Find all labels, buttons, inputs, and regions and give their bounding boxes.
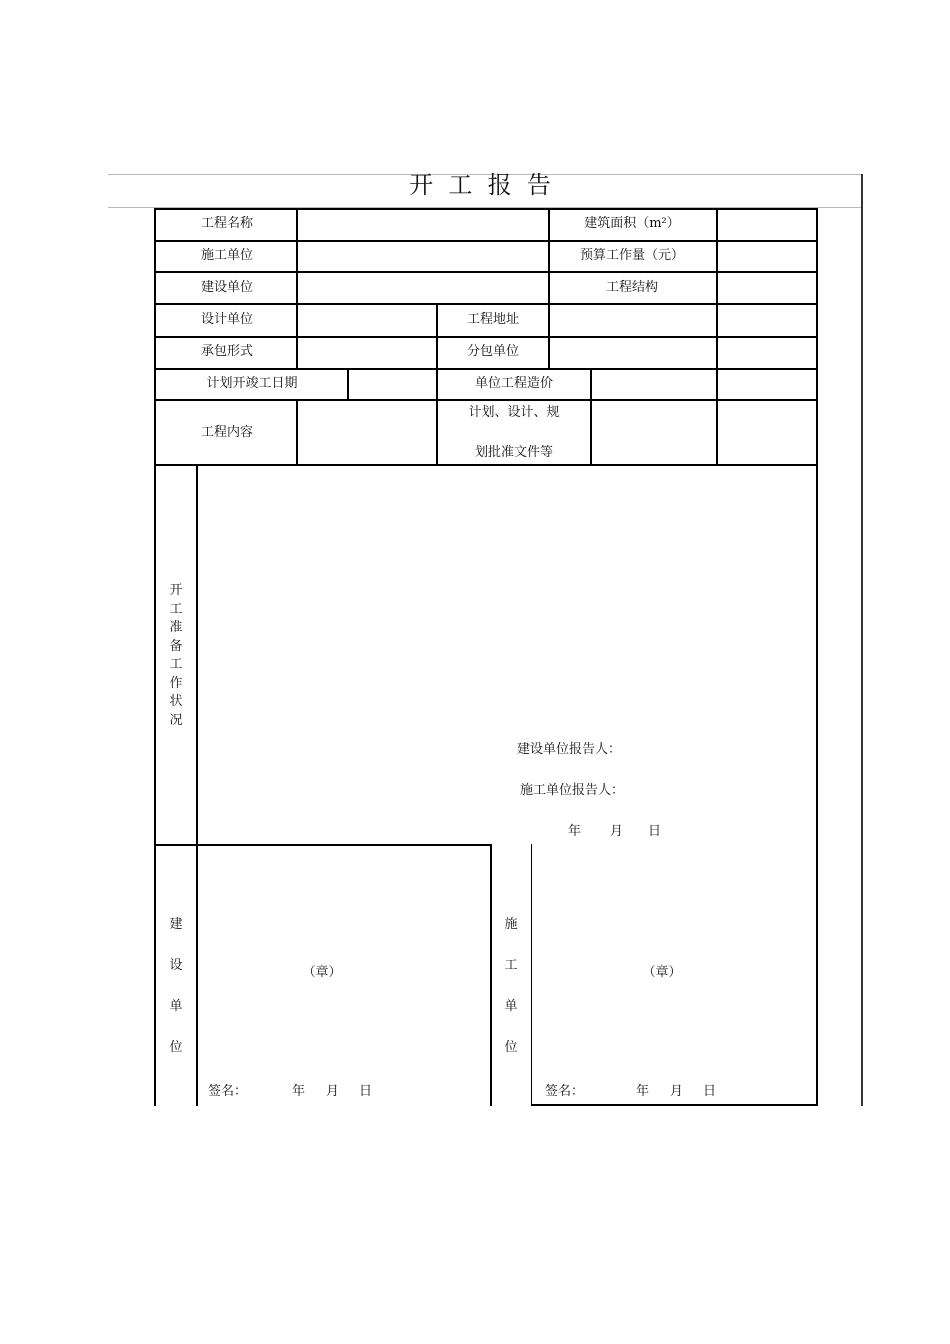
label-site-address: 工程地址: [466, 312, 520, 327]
row-divider-2: [154, 271, 818, 273]
prep-date-year: 年: [568, 824, 582, 839]
contractor-reporter-label: 施工单位报告人：: [520, 783, 625, 798]
owner-sign-month: 月: [326, 1084, 340, 1099]
label-contract-form: 承包形式: [200, 344, 254, 359]
page-title: 开 工 报 告: [409, 171, 551, 199]
owner-sign-label: 签名：: [208, 1084, 248, 1099]
contractor-seal: （章）: [642, 965, 682, 980]
label-project-name: 工程名称: [200, 216, 254, 231]
owner-block-top-border: [154, 844, 492, 846]
col-divider-f: [347, 368, 349, 399]
label-unit-cost: 单位工程造价: [474, 376, 554, 391]
col-divider-a: [296, 208, 298, 368]
owner-block-side-label: 建设单位: [169, 917, 183, 1055]
col-divider-c: [716, 208, 718, 466]
prep-date-month: 月: [610, 824, 624, 839]
label-plan-docs-line1: 计划、设计、规: [468, 405, 560, 420]
row-divider-5: [154, 368, 818, 370]
label-design-unit: 设计单位: [200, 312, 254, 327]
owner-block-right-border: [490, 844, 492, 1106]
contractor-sign-year: 年: [636, 1084, 650, 1099]
owner-sign-day: 日: [359, 1084, 373, 1099]
row-divider-3: [154, 303, 818, 305]
col-divider-i: [296, 399, 298, 466]
page-right-edge: [861, 174, 863, 1106]
col-divider-e: [548, 303, 550, 368]
contractor-sign-label: 签名：: [545, 1084, 585, 1099]
row-divider-1: [154, 240, 818, 242]
label-building-area: 建筑面积（m²）: [584, 216, 680, 231]
owner-seal: （章）: [302, 965, 342, 980]
owner-sign-year: 年: [292, 1084, 306, 1099]
prep-date-day: 日: [648, 824, 662, 839]
col-divider-h: [590, 368, 592, 466]
prep-label-divider: [196, 464, 198, 1106]
prep-side-label: 开工准备工作状况: [169, 583, 183, 728]
contractor-sign-day: 日: [703, 1084, 717, 1099]
label-construction-unit: 施工单位: [200, 248, 254, 263]
row-divider-6: [154, 399, 818, 401]
label-owner-unit: 建设单位: [200, 280, 254, 295]
label-project-content: 工程内容: [200, 425, 254, 440]
col-divider-g: [436, 368, 438, 466]
label-plan-docs-line2: 划批准文件等: [474, 445, 554, 460]
label-structure: 工程结构: [605, 280, 659, 295]
owner-reporter-label: 建设单位报告人：: [517, 742, 622, 757]
col-divider-b: [548, 208, 550, 304]
row-divider-7: [154, 464, 818, 466]
contractor-block-side-label: 施工单位: [504, 917, 518, 1055]
contractor-block-bottom-border: [532, 1104, 818, 1106]
contractor-block-left-border: [531, 844, 532, 1106]
col-divider-d: [436, 303, 438, 368]
contractor-sign-month: 月: [670, 1084, 684, 1099]
label-subcontract-unit: 分包单位: [466, 344, 520, 359]
label-budget-workload: 预算工作量（元）: [579, 248, 685, 263]
row-divider-4: [154, 336, 818, 338]
table-right-border: [816, 208, 818, 1106]
label-planned-dates: 计划开竣工日期: [206, 376, 298, 391]
table-left-border: [154, 208, 156, 1106]
table-top-border: [154, 208, 818, 210]
